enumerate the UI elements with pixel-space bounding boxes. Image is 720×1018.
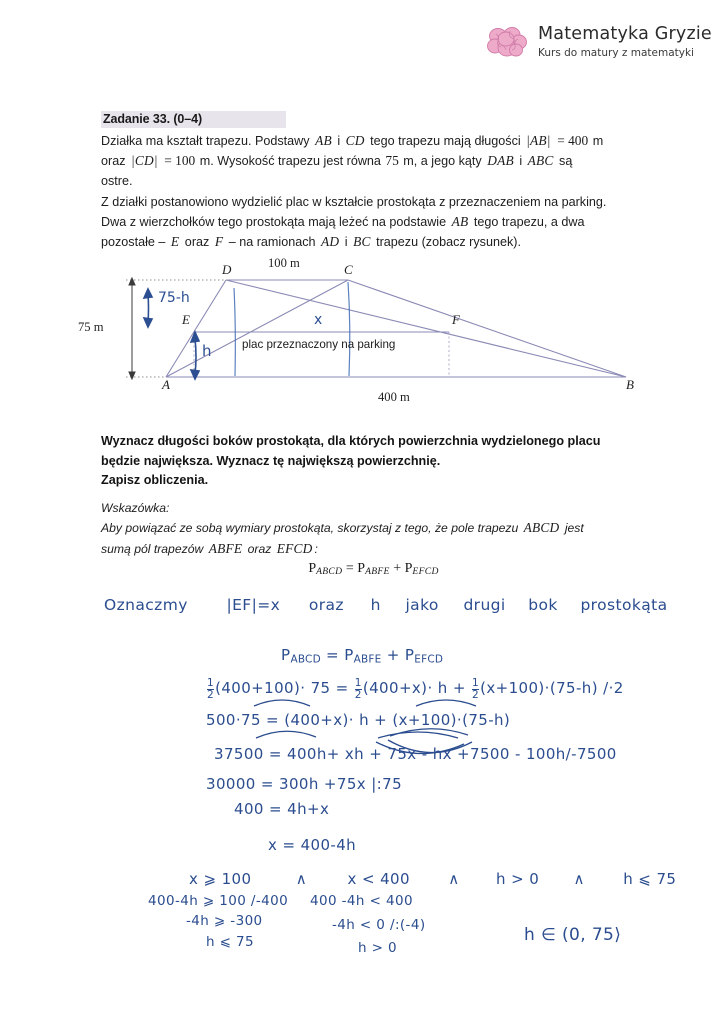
sol-sub1: ABCD (290, 653, 321, 666)
solution-constraints (189, 870, 676, 888)
figure-hand-h-label: h (202, 342, 212, 360)
constraint-4: h ⩽ 75 (623, 870, 677, 888)
figure-vertex-d: D (222, 262, 232, 277)
constraint-and-2: ∧ (448, 870, 460, 888)
sol-sub3: EFCD (414, 653, 444, 666)
fraction-half-3: $\frac{1}{2}$ (472, 677, 480, 701)
figure-hand-top-label: 75-h (158, 290, 190, 306)
hint-formula-sub2: ABFE (365, 566, 390, 578)
final-answer: h ∈ (0, 75⟩ (524, 925, 622, 945)
hint-formula (101, 561, 646, 577)
figure-vertex-b: B (626, 377, 634, 392)
instruction-line-2: będzie największa. Wyznacz tę największą powierzchnię. (101, 453, 441, 468)
solution-intro-8: prostokąta (580, 596, 668, 614)
constraint-3: h > 0 (496, 870, 540, 888)
hint-formula-plus: + (393, 561, 402, 576)
figure-caption: plac przeznaczony na parking (242, 338, 396, 351)
left-derivation-line-2: -4h ⩾ -300 (186, 913, 263, 929)
constraint-and-3: ∧ (573, 870, 585, 888)
figure-dim-top: 100 m (268, 256, 300, 270)
hint-formula-p3: P (404, 561, 413, 576)
figure-vertex-c: C (344, 262, 353, 277)
instruction-line-1: Wyznacz długości boków prostokąta, dla których powierzchnia wydzielonego placu (101, 434, 601, 448)
statement-line-3: ostre. (101, 174, 133, 189)
solution-intro-7: bok (528, 596, 558, 614)
hint-line-1: Aby powiązać ze sobą wymiary prostokąta, skorzystaj z tego, że pole trapezu ABCD jest (101, 520, 584, 536)
hint-formula-sub1: ABCD (316, 566, 343, 578)
hint-formula-eq: = (345, 561, 354, 576)
solution-intro-1: Oznaczmy (104, 596, 188, 614)
statement-line-4: Z działki postanowiono wydzielić plac w kształcie prostokąta z przeznaczeniem na parking. (101, 194, 607, 209)
task-heading-band (101, 111, 286, 128)
logo-subtitle: Kurs do matury z matematyki (538, 47, 694, 60)
sol-plus: + (386, 646, 400, 664)
figure-vertex-e: E (182, 312, 190, 327)
sol-p1: P (281, 646, 291, 664)
hint-formula-p1: P (308, 561, 317, 576)
figure-svg (96, 258, 656, 406)
task-hint (101, 499, 646, 559)
hint-formula-sub3: EFCD (412, 566, 439, 578)
constraint-and-1: ∧ (295, 870, 308, 888)
solution-eq-3: 37500 = 400h+ xh + 75x - hx +7500 - 100h/-7500 (214, 745, 617, 763)
hint-title: Wskazówka: (101, 501, 170, 515)
solution-intro (104, 596, 667, 614)
hint-formula-p2: P (357, 561, 366, 576)
solution-eq-6: x = 400-4h (268, 836, 357, 854)
right-derivation-line-2: -4h < 0 /:(-4) (332, 917, 426, 933)
left-derivation-line-1: 400-4h ⩾ 100 /-400 (148, 893, 289, 909)
right-derivation-line-1: 400 -4h < 400 (310, 893, 413, 909)
instruction-line-3: Zapisz obliczenia. (101, 473, 209, 488)
task-heading-text: Zadanie 33. (0–4) (103, 112, 203, 126)
constraint-1: x ⩾ 100 (189, 870, 252, 888)
left-derivation-line-3: h ⩽ 75 (206, 934, 255, 950)
solution-intro-3: oraz (308, 596, 344, 614)
fraction-half-1: $\frac{1}{2}$ (207, 677, 215, 701)
solution-intro-6: drugi (463, 596, 506, 614)
solution-eq-2: 500·75 = (400+x)· h + (x+100)·(75-h) (206, 711, 511, 729)
trapezoid-figure (78, 256, 656, 406)
solution-eq-5: 400 = 4h+x (234, 800, 330, 818)
task-instruction (101, 432, 646, 491)
solution-intro-4: h (370, 596, 381, 614)
figure-dim-bottom: 400 m (378, 390, 410, 404)
sol-p2: P (344, 646, 354, 664)
figure-hand-x-label: x (314, 312, 323, 328)
solution-eq-1 (206, 678, 624, 700)
sol-eq1-a: (400+100)· 75 = (215, 678, 349, 697)
task-statement (101, 131, 646, 252)
sol-eq: = (326, 646, 340, 664)
statement-line-5: Dwa z wierzchołków tego prostokąta mają leżeć na podstawie AB tego trapezu, a dwa (101, 213, 585, 229)
solution-area-identity (281, 646, 443, 666)
right-derivation-line-3: h > 0 (358, 940, 398, 956)
hint-line-2: sumą pól trapezów ABFE oraz EFCD : (101, 540, 318, 556)
logo-title: Matematyka Gryzie (538, 24, 712, 44)
constraint-2: x < 400 (347, 870, 410, 888)
figure-vertex-a: A (162, 377, 170, 392)
solution-intro-2: |EF|=x (226, 596, 281, 614)
sol-sub2: ABFE (353, 653, 382, 666)
statement-line-1: Działka ma kształt trapezu. Podstawy AB i CD tego trapezu mają długości |AB| = 400 m (101, 133, 604, 148)
statement-line-6: pozostałe – E oraz F – na ramionach AD i BC trapezu (zobacz rysunek). (101, 234, 521, 250)
sol-p3: P (404, 646, 415, 664)
brand-logo (486, 24, 712, 59)
sol-eq1-b: (400+x)· h + (362, 678, 466, 697)
brain-icon (486, 25, 528, 59)
fraction-half-2: $\frac{1}{2}$ (354, 677, 362, 701)
sol-eq1-c: (x+100)·(75-h) /·2 (480, 678, 624, 697)
solution-eq-4: 30000 = 300h +75x |:75 (206, 775, 403, 793)
figure-vertex-f: F (452, 312, 460, 327)
solution-intro-5: jako (405, 596, 439, 614)
statement-line-2: oraz |CD| = 100 m. Wysokość trapezu jest równa 75 m, a jego kąty DAB i ABC są (101, 153, 573, 169)
figure-dim-left: 75 m (78, 320, 104, 334)
